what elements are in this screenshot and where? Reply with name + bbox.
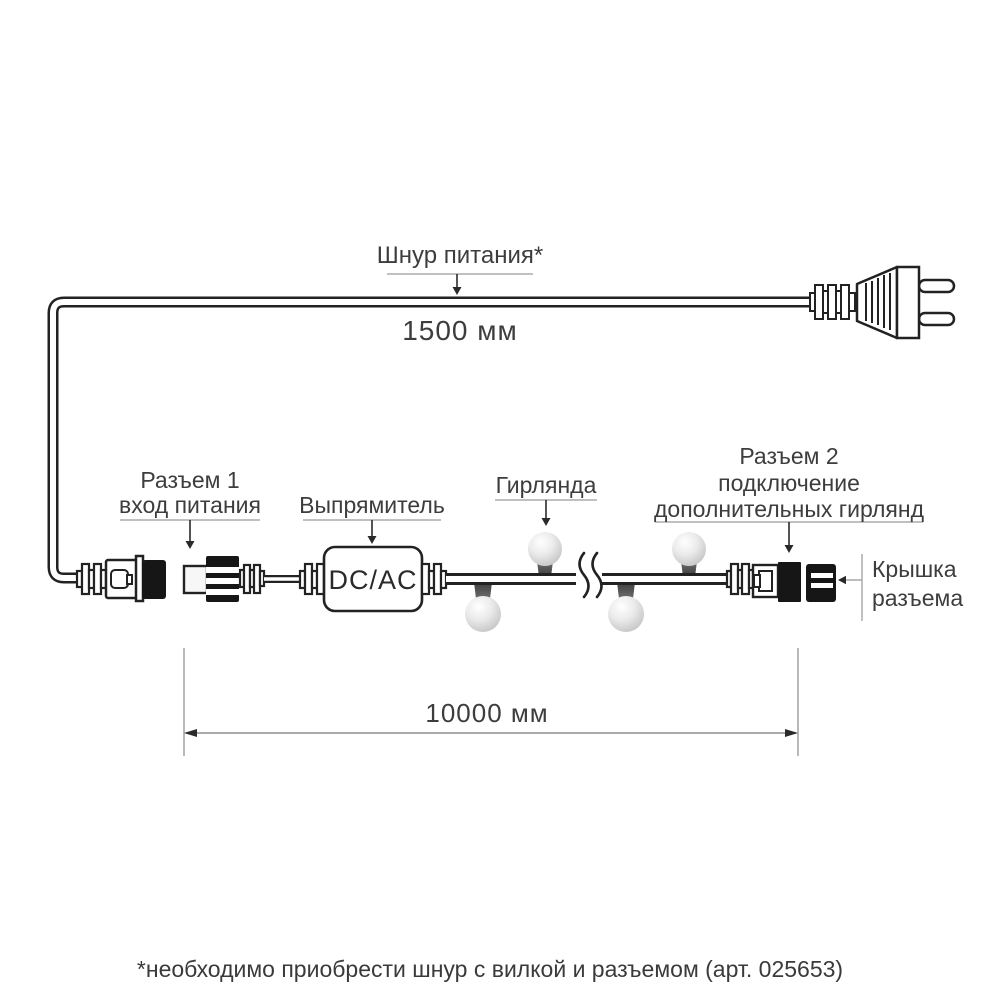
connector1-label-line1: Разъем 1 (140, 467, 240, 493)
power-cord-connector-icon (77, 556, 166, 601)
cap-label-line1: Крышка (872, 556, 957, 582)
power-cord-length-label: 1500 мм (402, 315, 518, 346)
connector2-label-line1: Разъем 2 (739, 443, 839, 469)
connector2-label-line2: подключение (718, 470, 860, 496)
power-cord-label: Шнур питания* (376, 242, 544, 269)
power-plug-icon (810, 267, 954, 338)
garland-string (446, 532, 739, 632)
connector-cap-icon (806, 564, 836, 602)
garland-label: Гирлянда (495, 472, 597, 498)
light-bulb-icon (528, 532, 562, 566)
rectifier-box-label: DC/AC (328, 565, 418, 595)
power-cord-leader (387, 274, 533, 295)
light-bulb-icon (672, 532, 706, 566)
light-bulb-icon (608, 596, 644, 632)
connector1-leader (120, 520, 260, 549)
connector2-label-line3: дополнительных гирлянд (654, 496, 924, 522)
garland-length-label: 10000 мм (425, 698, 549, 728)
cap-label-line2: разъема (872, 585, 964, 611)
connector2-icon (727, 562, 801, 602)
footnote-label: *необходимо приобрести шнур с вилкой и разъемом (арт. 025653) (136, 956, 844, 982)
garland-leader (495, 500, 597, 526)
rectifier-box-icon (300, 547, 446, 611)
cap-leader (838, 554, 862, 621)
rectifier-label: Выпрямитель (299, 492, 445, 518)
light-bulb-icon (465, 596, 501, 632)
wire-break-icon (580, 553, 602, 597)
connector1-icon (184, 556, 304, 602)
rectifier-leader (303, 520, 441, 544)
connector1-label-line2: вход питания (119, 492, 261, 518)
